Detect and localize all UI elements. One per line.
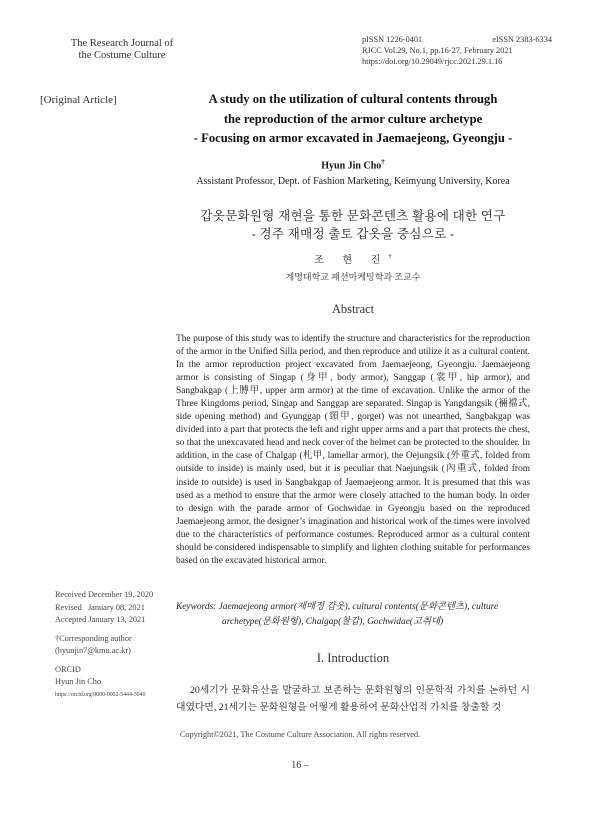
keywords [176, 600, 530, 630]
citation: RJCC Vol.29, No.1, pp.16-27, February 2021 [362, 46, 513, 55]
corresponding-block [55, 633, 175, 658]
eissn: eISSN 2383-6334 [492, 35, 552, 44]
paper-title-line1: A study on the utilization of cultural contents through [208, 92, 498, 106]
issn-block [362, 34, 552, 67]
accepted-date: Accepted January 13, 2021 [55, 615, 146, 624]
korean-author-name: 조 현 진 [314, 255, 389, 266]
korean-corresponding-mark: † [388, 252, 392, 261]
author-affiliation: Assistant Professor, Dept. of Fashion Marketing, Keimyung University, Korea [196, 176, 510, 187]
page-number: 16 – [291, 760, 309, 771]
abstract-text: The purpose of this study was to identify the structure and characteristics for the reproduction of the armor in the Unified Silla period, and then reproduce and utilize it as a cultural content. In the armor reproduction project excavated from Jaemaejeong, Gyeongju. Jaemaejeong armor is consisting of Singap (身甲, body armor), Sanggap (裳甲, hip armor), and Sangbakgap (上膊甲, upper arm armor) at the time of excavation. Unlike the armor of the Three Kingdoms period, Singap and Sanggap are separated. Singap is Yangdangsik (裲襠式, side opening method) and Gyunggap (頸甲, gorget) was not unearthed, Sangbakgap was divided into a part that protects the left and right upper arms and a part that protects the chest, so that the unexcavated head and neck cover of the helmet can be protected to the shoulder. In addition, in the case of Chalgap (札甲, lamellar armor), the Oejungsik (外重式, folded from outside to inside) is mainly used, but it is peculiar that Naejungsik (內重式, folded from inside to outside) is used in Sangbakgap of Jaemaejeong armor. It is presumed that this was used as a method to ensure that the armor were closely attached to the human body. In order to design with the parade armor of Gochwidae in Gyeongju based on the reproduced Jaemaejeong armor, the designer’s imagination and historical work of the times were involved due to the characteristics of performance costumes. Reproduced armor as a cultural content should be considered indispensable to simplify and lighten clothing suitable for performances based on the excavated historical armor. [176, 334, 530, 566]
introduction-heading: I. Introduction [316, 651, 390, 665]
abstract-heading: Abstract [331, 302, 375, 316]
article-meta [55, 589, 175, 707]
doi-link[interactable]: https://doi.org/10.29049/rjcc.2021.29.1.16 [362, 57, 503, 66]
keywords-line1: Keywords: Jaemaejeong armor(재매정 갑옷), cultural contents(문화콘텐츠), culture [176, 602, 499, 612]
orcid-name: Hyun Jin Cho [55, 677, 102, 686]
orcid-link[interactable]: https://orcid.org/0000-0002-5444-3940 [55, 691, 146, 698]
keywords-line2: archetype(문화원형), Chalgap(찰갑), Gochwidae(고취대) [222, 617, 444, 627]
received-date: Received December 19, 2020 [55, 590, 154, 599]
orcid-label: ORCID [55, 664, 81, 674]
paper-title [176, 90, 530, 149]
korean-title-line1: 갑옷문화원형 재현을 통한 문화콘텐츠 활용에 대한 연구 [200, 209, 506, 223]
paper-title-line2: the reproduction of the armor culture archetype [223, 111, 483, 126]
article-type: [Original Article] [40, 94, 117, 106]
revised-date: Revised January 08, 2021 [55, 602, 145, 612]
author-name-text: Hyun Jin Cho [321, 160, 382, 172]
introduction-text: 20세기가 문화유산을 발굴하고 보존하는 문화원형의 인문학적 가치를 논하던 시대였다면, 21세기는 문화원형을 어떻게 활용하여 문화산업적 가치를 창출할 것 [176, 685, 530, 713]
corresponding-label: †Corresponding author [55, 633, 132, 643]
author-name [176, 158, 530, 171]
paper-title-line3: - Focusing on armor excavated in Jaemaejeong, Gyeongju - [193, 131, 513, 145]
corresponding-mark: † [381, 158, 385, 166]
korean-title [176, 207, 530, 243]
corresponding-email[interactable]: (hyunjin7@kmu.ac.kr) [55, 646, 131, 655]
korean-affiliation: 계명대학교 패션마케팅학과 조교수 [285, 272, 421, 282]
journal-name [52, 38, 192, 62]
copyright-notice: Copyright©2021, The Costume Culture Association. All rights reserved. [179, 730, 421, 739]
pissn: pISSN 1226-0401 [362, 35, 423, 44]
korean-title-line2: - 경주 재매정 출토 갑옷을 중심으로 - [251, 227, 455, 241]
dates-block [55, 589, 175, 627]
journal-name-line1: The Research Journal of [70, 38, 174, 49]
orcid-block [55, 664, 175, 702]
journal-name-line2: the Costume Culture [78, 50, 166, 61]
korean-author [176, 251, 530, 266]
abstract-body [176, 333, 530, 568]
